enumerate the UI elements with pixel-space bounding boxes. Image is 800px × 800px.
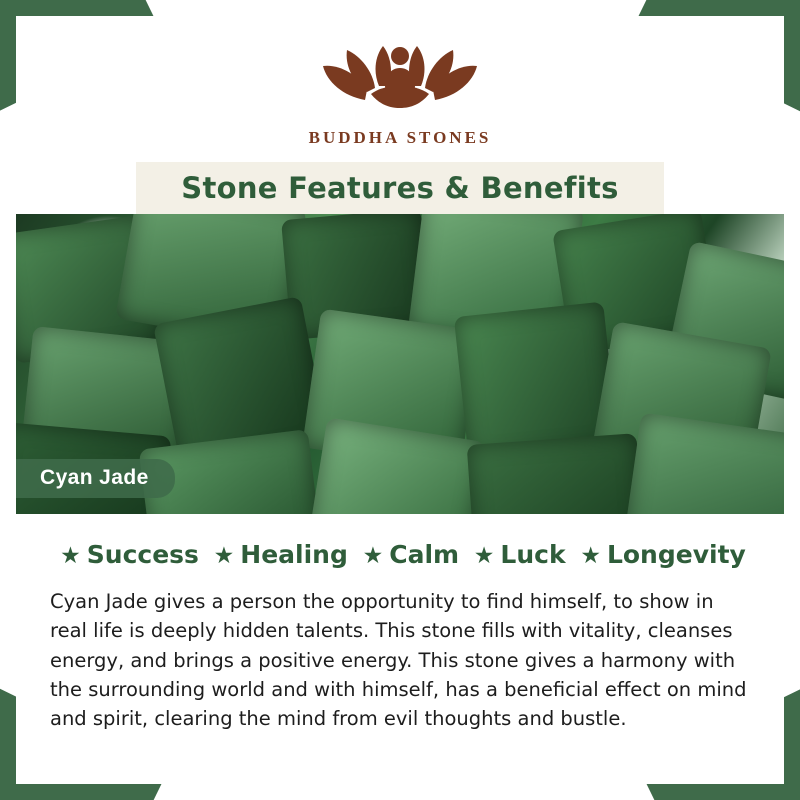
stone-photo bbox=[16, 214, 784, 514]
star-icon: ★ bbox=[213, 543, 235, 569]
benefit-item-longevity: Longevity bbox=[606, 540, 746, 569]
star-icon: ★ bbox=[362, 543, 384, 569]
page-title: Stone Features & Benefits bbox=[181, 171, 619, 205]
star-icon: ★ bbox=[580, 543, 601, 569]
benefit-item-success: Success bbox=[86, 540, 199, 569]
title-band bbox=[16, 162, 784, 214]
photo-caption: Cyan Jade bbox=[16, 459, 175, 498]
description-text: Cyan Jade gives a person the opportunity to find himself, to show in real life is deeply hidden talents. This stone fills with vitality, cleanses energy, and brings a positive energy. This stone gives a harmony with the surrounding world and with himself, has a beneficial effect on mind and spirit, clearing the mind from evil thoughts and bustle. bbox=[50, 590, 747, 730]
poster-inner bbox=[16, 16, 784, 784]
brand-name: BUDDHA STONES bbox=[308, 128, 492, 147]
brand-header bbox=[16, 16, 784, 148]
benefits-row bbox=[16, 540, 784, 569]
star-icon: ★ bbox=[60, 543, 81, 569]
lotus-meditation-icon bbox=[305, 30, 495, 122]
benefit-item-healing: Healing bbox=[240, 540, 348, 569]
star-icon: ★ bbox=[473, 543, 495, 569]
benefit-item-calm: Calm bbox=[389, 540, 460, 569]
benefit-item-luck: Luck bbox=[500, 540, 566, 569]
